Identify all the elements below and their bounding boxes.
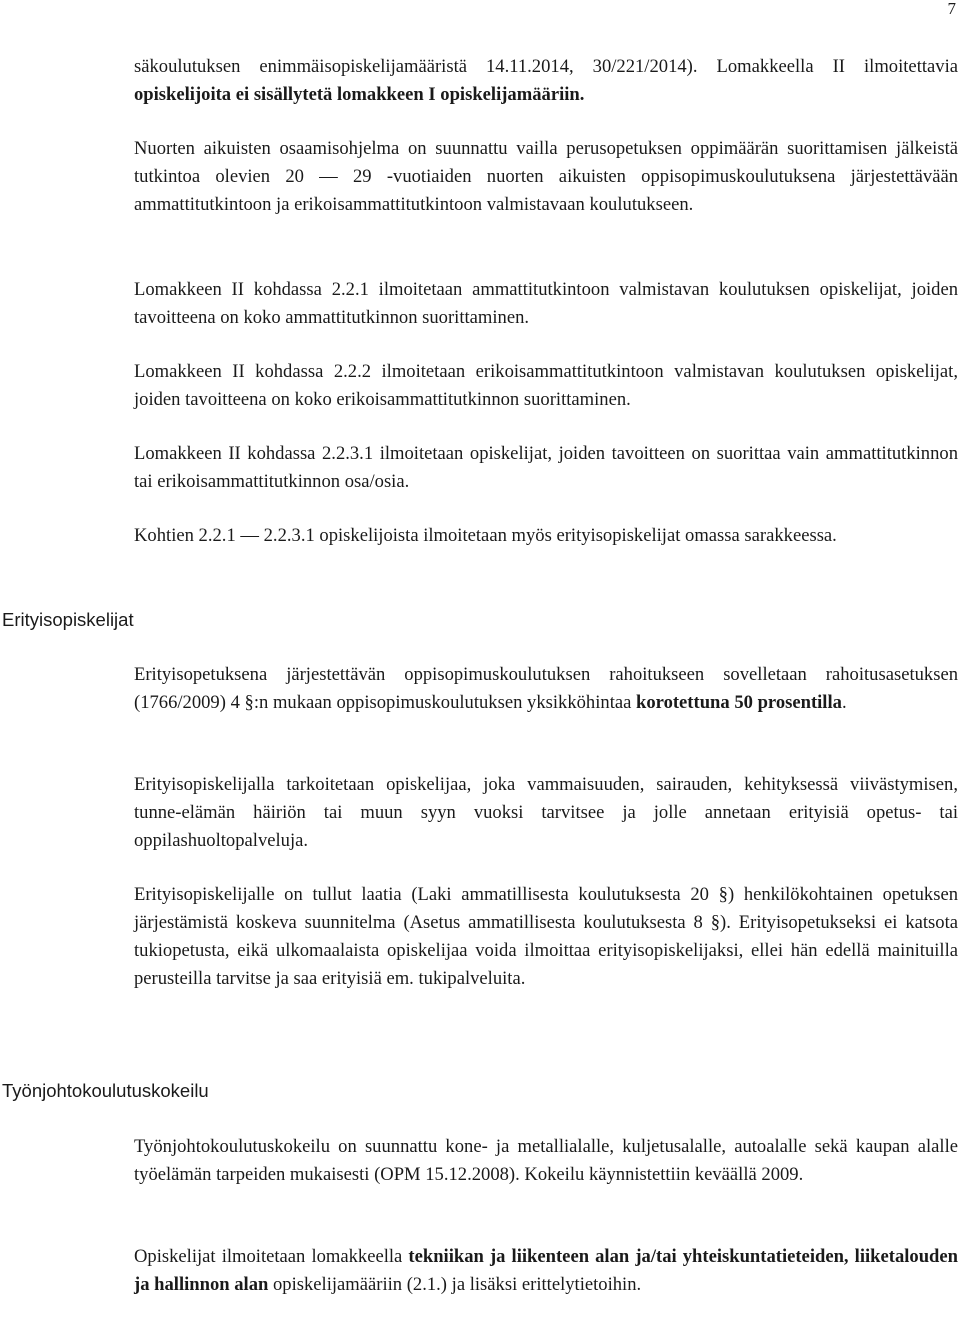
section-sign-icon: § [710,912,721,933]
intro-paragraph-5: Lomakkeen II kohdassa 2.2.3.1 ilmoitetaan opiskelijat, joiden tavoitteen on suorittaa vain ammattitutkinnon tai erikoisammattitutkinnon osa/osia. [134,443,958,492]
heading-erityisopiskelijat: Erityisopiskelijat [2,609,134,630]
intro-paragraph-2: Nuorten aikuisten osaamisohjelma on suunnattu vailla perusopetuksen oppimäärän suorittamisen jälkeistä tutkintoa olevien 20 — 29 -vuotiaiden nuorten aikuisten oppisopimuskoulutuksena järjestettävään ammattitutkintoon ja erikoisammattitutkintoon valmistavaan koulutukseen. [134,138,958,215]
erityis-paragraph-3: Erityisopiskelijalle on tullut laatia (Laki ammatillisesta koulutuksesta 20 §) henkilökohtainen opetuksen järjestämistä koskeva suunnitelma (Asetus ammatillisesta koulutuksesta 8 §). Erityisopetukseksi ei katsota tukiopetusta, eikä ulkomaalaista opiskelijaa voida ilmoittaa erityisopiskelijaksi, ellei hän edellä mainituilla perusteilla tarvitse ja saa erityisiä em. tukipalveluita. [134,884,959,989]
heading-tyonjohtokoulutuskokeilu: Työnjohtokoulutuskokeilu [2,1080,209,1101]
intro-paragraph-6: Kohtien 2.2.1 — 2.2.3.1 opiskelijoista ilmoitetaan myös erityisopiskelijat omassa sarakkeessa. [134,525,837,546]
tyonjohto-paragraph-1: Työnjohtokoulutuskokeilu on suunnattu kone- ja metallialalle, kuljetusalalle, autoalalle sekä kaupan alalle työelämän tarpeiden mukaisesti (OPM 15.12.2008). Kokeilu käynnistettiin keväällä 2009. [134,1136,958,1185]
intro-paragraph-4: Lomakkeen II kohdassa 2.2.2 ilmoitetaan erikoisammattitutkintoon valmistavan koulutuksen opiskelijat, joiden tavoitteena on koko erikoisammattitutkinnon suorittaminen. [134,361,958,410]
section-sign-icon: § [244,692,254,713]
intro-paragraph-1: säkoulutuksen enimmäisopiskelijamääristä 14.11.2014, 30/221/2014). Lomakkeella II ilmoitettavia opiskelijoita ei sisällytetä lomakkeen I opiskelijamääriin. [134,56,958,105]
tyonjohto-paragraph-2: Opiskelijat ilmoitetaan lomakkeella tekniikan ja liikenteen alan ja/tai yhteiskuntatieteiden, liiketalouden ja hallinnon alan opiskelijamääriin (2.1.) ja lisäksi erittelytietoihin. [134,1246,958,1295]
erityis-paragraph-2: Erityisopiskelijalla tarkoitetaan opiskelijaa, joka vammaisuuden, sairauden, kehityksessä viivästymisen, tunne-elämän häiriön tai muun syyn vuoksi tarvitsee ja jolle annetaan erityisiä opetus- tai oppilashuoltopalveluja. [134,774,958,851]
page-number: 7 [947,0,956,18]
section-sign-icon: § [718,884,728,905]
intro-paragraph-3: Lomakkeen II kohdassa 2.2.1 ilmoitetaan ammattitutkintoon valmistavan koulutuksen opiskelijat, joiden tavoitteena on koko ammattitutkinnon suorittaminen. [134,279,958,328]
erityis-paragraph-1: Erityisopetuksena järjestettävän oppisopimuskoulutuksen rahoitukseen sovelletaan rahoitusasetuksen (1766/2009) 4 §:n mukaan oppisopimuskoulutuksen yksikköhintaa korotettuna 50 prosentilla. [134,664,958,713]
